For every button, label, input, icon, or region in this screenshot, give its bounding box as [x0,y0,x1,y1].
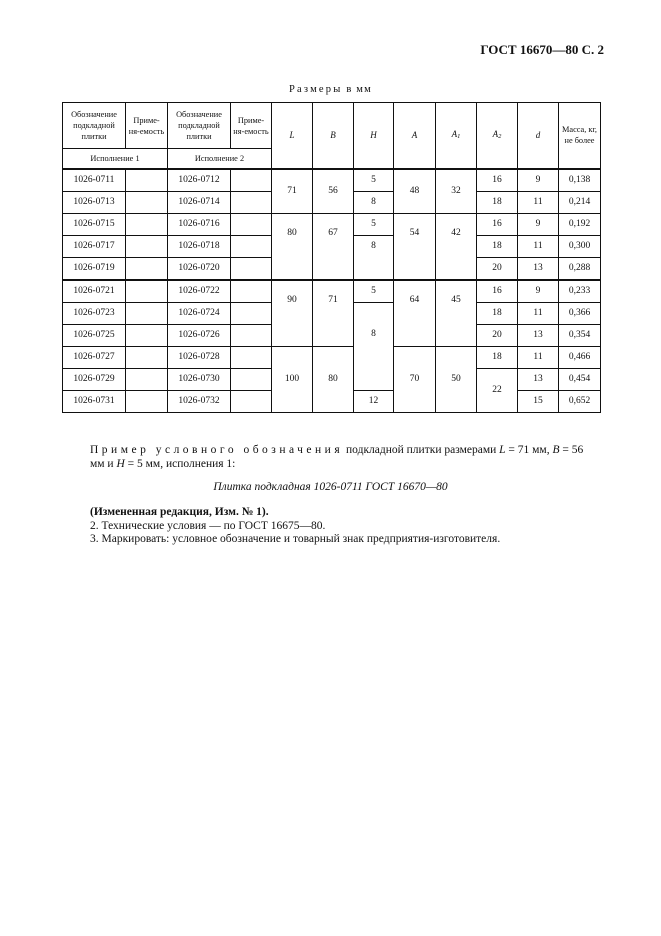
cell-v1: 1026-0725 [63,324,126,346]
cell-d: 9 [518,169,559,192]
example-lead: Пример условного обозначения [90,444,344,456]
cell-A2: 18 [477,235,518,257]
cell-H: 5 [354,169,394,192]
header-applicability-1: Приме-ня-емость [126,103,168,149]
cell-v2: 1026-0712 [168,169,231,192]
header-A2-sub: 2 [498,132,502,140]
cell-H: 8 [354,302,394,390]
cell-d: 9 [518,213,559,235]
header-H: H [354,103,394,169]
cell-B: 71 [313,280,354,347]
cell-v1: 1026-0731 [63,390,126,412]
header-A: A [394,103,436,169]
edited-note: (Измененная редакция, Изм. № 1). [90,506,269,518]
cell-mass: 0,454 [559,368,601,390]
cell-A2: 18 [477,346,518,368]
cell-B: 56 [313,169,354,214]
cell-applicability-1 [126,169,168,192]
cell-applicability-1 [126,280,168,303]
cell-d: 11 [518,346,559,368]
cell-applicability-2 [231,280,272,303]
cell-A1: 50 [436,346,477,412]
cell-A2: 20 [477,324,518,346]
header-version-1: Исполнение 1 [63,149,168,169]
cell-applicability-1 [126,213,168,235]
cell-v2: 1026-0730 [168,368,231,390]
cell-L: 100 [272,346,313,412]
cell-mass: 0,466 [559,346,601,368]
cell-v1: 1026-0719 [63,257,126,280]
cell-mass: 0,366 [559,302,601,324]
example-H-symbol: H [116,458,125,470]
cell-v1: 1026-0711 [63,169,126,192]
cell-v1: 1026-0715 [63,213,126,235]
cell-applicability-2 [231,169,272,192]
cell-applicability-2 [231,302,272,324]
cell-applicability-1 [126,257,168,280]
header-B: B [313,103,354,169]
cell-A: 64 [394,280,436,347]
cell-A: 48 [394,169,436,214]
cell-v1: 1026-0727 [63,346,126,368]
cell-mass: 0,192 [559,213,601,235]
cell-v2: 1026-0714 [168,191,231,213]
cell-v2: 1026-0724 [168,302,231,324]
cell-A1: 45 [436,280,477,347]
cell-A1: 32 [436,169,477,214]
cell-v1: 1026-0713 [63,191,126,213]
cell-v2: 1026-0716 [168,213,231,235]
cell-applicability-2 [231,346,272,368]
note-item-2: 2. Технические условия — по ГОСТ 16675—80. [90,519,326,532]
header-A2 [477,103,518,169]
note-item-3: 3. Маркировать: условное обозначение и товарный знак предприятия-изготовителя. [90,533,501,545]
cell-v1: 1026-0723 [63,302,126,324]
cell-applicability-1 [126,346,168,368]
cell-applicability-2 [231,191,272,213]
cell-v1: 1026-0721 [63,280,126,303]
cell-v2: 1026-0728 [168,346,231,368]
cell-applicability-2 [231,257,272,280]
cell-A: 54 [394,213,436,280]
cell-H: 5 [354,280,394,303]
example-text-1: подкладной плитки размерами [343,444,500,456]
header-A1 [436,103,477,169]
cell-H: 8 [354,235,394,280]
cell-mass: 0,652 [559,390,601,412]
cell-A2: 16 [477,169,518,192]
cell-applicability-2 [231,390,272,412]
table-row [63,346,601,368]
table-caption [0,84,661,95]
cell-v2: 1026-0726 [168,324,231,346]
header-A1-main: A [451,128,458,139]
cell-applicability-1 [126,324,168,346]
dimensions-table [62,102,601,413]
cell-mass: 0,214 [559,191,601,213]
header-mass: Масса, кг, не более [559,103,601,169]
header-L: L [272,103,313,169]
cell-v2: 1026-0718 [168,235,231,257]
cell-d: 13 [518,368,559,390]
cell-d: 13 [518,257,559,280]
cell-applicability-1 [126,235,168,257]
cell-applicability-2 [231,213,272,235]
cell-v2: 1026-0732 [168,390,231,412]
example-text-3: = 56 мм и [90,444,584,470]
cell-mass: 0,288 [559,257,601,280]
header-A2-main: A [492,128,499,139]
cell-H: 12 [354,390,394,412]
cell-applicability-2 [231,324,272,346]
cell-A: 70 [394,346,436,412]
cell-v2: 1026-0722 [168,280,231,303]
notes-block [90,506,600,547]
example-text-2: = 71 мм, [505,444,550,456]
cell-applicability-1 [126,302,168,324]
cell-d: 11 [518,302,559,324]
table-row [63,169,601,192]
header-A1-sub: 1 [457,132,461,140]
cell-A2: 18 [477,302,518,324]
header-version-2: Исполнение 2 [168,149,272,169]
header-designation-1: Обозначение подкладной плитки [63,103,126,149]
cell-L: 90 [272,280,313,347]
cell-H: 8 [354,191,394,213]
header-designation-2: Обозначение подкладной плитки [168,103,231,149]
cell-mass: 0,300 [559,235,601,257]
cell-applicability-1 [126,368,168,390]
cell-mass: 0,233 [559,280,601,303]
cell-B: 80 [313,346,354,412]
cell-mass: 0,354 [559,324,601,346]
table-row [63,280,601,303]
cell-applicability-2 [231,368,272,390]
example-B-symbol: B [552,444,560,456]
cell-applicability-1 [126,390,168,412]
cell-d: 9 [518,280,559,303]
example-L-symbol: L [499,444,506,456]
cell-A2: 20 [477,257,518,280]
page-header: ГОСТ 16670—80 С. 2 [480,42,604,57]
cell-L: 80 [272,213,313,280]
cell-B: 67 [313,213,354,280]
cell-applicability-2 [231,235,272,257]
cell-H: 5 [354,213,394,235]
cell-mass: 0,138 [559,169,601,192]
table-row [63,213,601,235]
cell-v1: 1026-0717 [63,235,126,257]
cell-A2: 16 [477,280,518,303]
cell-d: 11 [518,191,559,213]
cell-v1: 1026-0729 [63,368,126,390]
caption-word-sizes: Размеры [288,84,343,95]
cell-A1: 42 [436,213,477,280]
example-paragraph [90,443,600,471]
cell-L: 71 [272,169,313,214]
header-applicability-2: Приме-ня-емость [231,103,272,149]
cell-d: 15 [518,390,559,412]
cell-applicability-1 [126,191,168,213]
header-d: d [518,103,559,169]
cell-A2: 22 [477,368,518,412]
cell-d: 11 [518,235,559,257]
caption-word-units: в мм [346,84,372,95]
cell-d: 13 [518,324,559,346]
example-designation: Плитка подкладная 1026-0711 ГОСТ 16670—80 [213,481,448,493]
cell-A2: 18 [477,191,518,213]
cell-v2: 1026-0720 [168,257,231,280]
example-text-4: = 5 мм, исполнения 1: [124,458,236,470]
cell-A2: 16 [477,213,518,235]
